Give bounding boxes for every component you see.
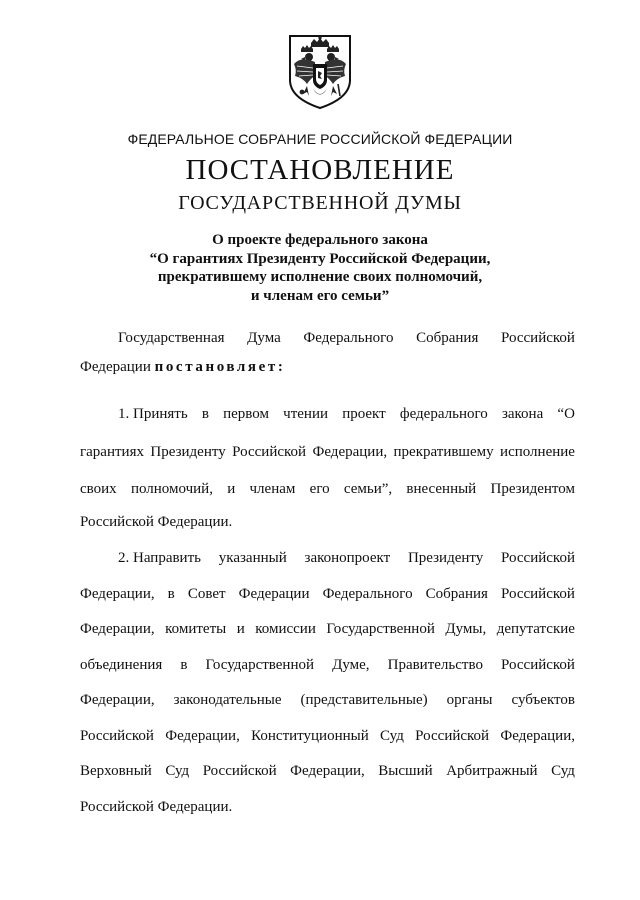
word: Суд <box>380 728 404 744</box>
word: прекратившему <box>393 444 494 460</box>
word: Федерального <box>322 586 413 602</box>
word: в <box>167 586 175 602</box>
resolves-keyword: постановляет: <box>154 359 286 375</box>
word: его <box>309 481 330 497</box>
word: Российской <box>80 728 154 744</box>
issuer-heading: ГОСУДАРСТВЕННОЙ ДУМЫ <box>178 192 462 214</box>
word: семьи”, <box>343 481 393 497</box>
word: комитеты <box>165 621 227 637</box>
word: законопроект <box>304 550 391 566</box>
word: Совет <box>187 586 226 602</box>
body-line <box>80 548 575 568</box>
word: Дума <box>247 330 281 346</box>
word: Думе, <box>332 657 370 673</box>
word: Федерации, <box>80 692 155 708</box>
body-line: Российской Федерации. <box>80 514 233 530</box>
word: Федерации, <box>500 728 575 744</box>
word: внесенный <box>406 481 477 497</box>
word: законодательные <box>173 692 282 708</box>
word: и <box>236 621 245 637</box>
resolution-subject <box>0 231 640 305</box>
word: Президентом <box>490 481 575 497</box>
word: Суд <box>551 763 575 779</box>
coat-of-arms-emblem-icon <box>287 34 353 110</box>
word: Российской <box>501 657 575 673</box>
body-line <box>80 655 575 675</box>
word: Собрания <box>416 330 479 346</box>
word: 2. Направить <box>118 550 201 566</box>
word: Федерации, <box>312 444 388 460</box>
word: Государственной <box>205 657 315 673</box>
word: (представительные) <box>300 692 428 708</box>
organization-heading: ФЕДЕРАЛЬНОЕ СОБРАНИЕ РОССИЙСКОЙ ФЕДЕРАЦИИ <box>127 131 513 147</box>
word: объединения <box>80 657 163 673</box>
word: членам <box>249 481 296 497</box>
word: субъектов <box>511 692 575 708</box>
word: Российской <box>232 444 307 460</box>
body-text: Федерации <box>80 359 155 375</box>
word: Российской <box>501 550 575 566</box>
word: “О <box>557 406 575 422</box>
word: Суд <box>165 763 190 779</box>
word: первом <box>223 406 269 422</box>
body-line <box>80 619 575 639</box>
word: проект <box>342 406 386 422</box>
subject-line: и членам его семьи” <box>250 287 390 304</box>
word: в <box>201 406 209 422</box>
word: Российской <box>415 728 490 744</box>
body-line <box>80 404 575 424</box>
word: 1. Принять <box>118 406 188 422</box>
body-line <box>80 328 575 348</box>
subject-line: прекратившему исполнение своих полномочий, <box>157 269 483 285</box>
word: Правительство <box>387 657 483 673</box>
word: полномочий, <box>130 481 213 497</box>
body-line <box>80 442 575 462</box>
word: Федерации, <box>290 763 365 779</box>
body-line <box>80 726 575 746</box>
document-type-title: ПОСТАНОВЛЕНИЕ <box>185 154 455 186</box>
word: исполнение <box>500 444 575 460</box>
word: чтении <box>283 406 329 422</box>
word: Российской <box>501 586 575 602</box>
word: Арбитражный <box>446 763 538 779</box>
word: Собрания <box>425 586 488 602</box>
word: Российской <box>202 763 277 779</box>
word: Высший <box>378 763 433 779</box>
word: Думы, <box>445 621 487 637</box>
word: закона <box>501 406 544 422</box>
word: Государственная <box>118 330 225 346</box>
word: Конституционный <box>251 728 369 744</box>
word: Государственной <box>326 621 435 637</box>
subject-line: О проекте федерального закона <box>212 232 428 248</box>
body-line <box>80 479 575 499</box>
word: Президенту <box>150 444 226 460</box>
body-line: Российской Федерации. <box>80 799 233 815</box>
body-line <box>80 761 575 781</box>
word: Верховный <box>80 763 152 779</box>
word: федерального <box>399 406 488 422</box>
body-line <box>80 357 575 377</box>
word: Федерального <box>303 330 394 346</box>
word: в <box>180 657 188 673</box>
word: гарантиях <box>80 444 144 460</box>
word: комиссии <box>255 621 316 637</box>
body-line <box>80 690 575 710</box>
word: Федерации, <box>165 728 240 744</box>
word: депутатские <box>496 621 575 637</box>
word: указанный <box>218 550 287 566</box>
body-line <box>80 584 575 604</box>
word: Федерации <box>238 586 310 602</box>
word: Президенту <box>407 550 484 566</box>
word: и <box>227 481 236 497</box>
word: своих <box>80 481 117 497</box>
word: Российской <box>501 330 575 346</box>
word: органы <box>446 692 493 708</box>
subject-line: “О гарантиях Президенту Российской Федерации, <box>149 250 491 267</box>
word: Федерации, <box>80 586 155 602</box>
word: Федерации, <box>80 621 155 637</box>
